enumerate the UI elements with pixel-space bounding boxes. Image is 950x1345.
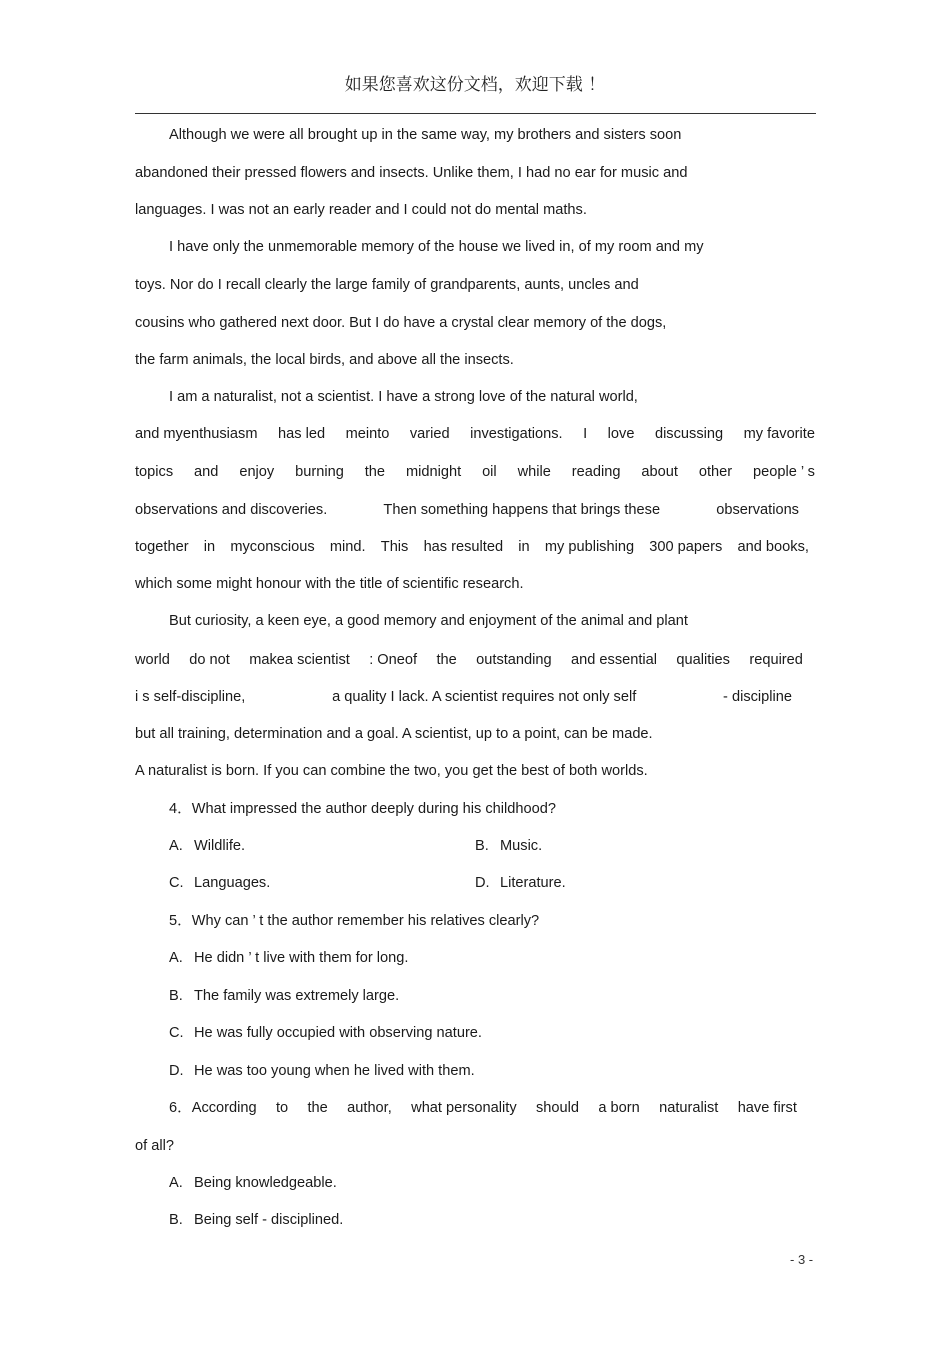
word: investigations. bbox=[470, 426, 563, 442]
option-text: Being self - disciplined. bbox=[194, 1212, 344, 1228]
word: to bbox=[275, 1100, 289, 1116]
word: burning bbox=[295, 464, 344, 480]
word: world bbox=[135, 652, 170, 668]
word: required bbox=[749, 652, 803, 668]
word: varied bbox=[409, 426, 450, 442]
word: other bbox=[698, 464, 733, 480]
word: naturalist bbox=[659, 1100, 719, 1116]
passage-line: the farm animals, the local birds, and above all the insects. bbox=[135, 352, 514, 368]
word: i s self-discipline, bbox=[135, 689, 246, 705]
word: a born bbox=[598, 1100, 640, 1116]
passage-line: abandoned their pressed flowers and insects. Unlike them, I had no ear for music and bbox=[135, 165, 688, 181]
word: author, bbox=[347, 1100, 392, 1116]
option-text: Wildlife. bbox=[194, 838, 246, 854]
option-letter: A. bbox=[169, 1175, 183, 1191]
word: observations and discoveries. bbox=[135, 502, 328, 518]
option-text: Being knowledgeable. bbox=[194, 1175, 337, 1191]
passage-line: But curiosity, a keen eye, a good memory and enjoyment of the animal and plant bbox=[169, 613, 688, 629]
word: myconscious bbox=[230, 539, 315, 555]
word: mind. bbox=[329, 539, 366, 555]
word: the bbox=[307, 1100, 328, 1116]
option-text: The family was extremely large. bbox=[194, 988, 400, 1004]
page-header: 如果您喜欢这份文档，欢迎下载 ！ bbox=[344, 75, 606, 95]
passage-line-justified bbox=[135, 687, 792, 707]
passage-line-justified bbox=[135, 462, 815, 482]
option-letter: A. bbox=[169, 838, 183, 854]
question-4-option-a bbox=[169, 836, 245, 856]
word: enjoy bbox=[239, 464, 275, 480]
word: and books, bbox=[737, 539, 809, 555]
question-6-option-b bbox=[169, 1210, 343, 1230]
passage-line: A naturalist is born. If you can combine the two, you get the best of both worlds. bbox=[135, 763, 648, 779]
word: have first bbox=[737, 1100, 797, 1116]
word: oil bbox=[482, 464, 497, 480]
word: love bbox=[607, 426, 635, 442]
option-letter: D. bbox=[169, 1063, 184, 1079]
word: the bbox=[364, 464, 386, 480]
word: the bbox=[436, 652, 457, 668]
question-4-option-c bbox=[169, 873, 270, 893]
word: has led bbox=[278, 426, 326, 442]
word: : Oneof bbox=[369, 652, 418, 668]
word: I bbox=[583, 426, 588, 442]
passage-line: but all training, determination and a goal. A scientist, up to a point, can be made. bbox=[135, 726, 653, 742]
word: and essential bbox=[571, 652, 658, 668]
word: Then something happens that brings these bbox=[383, 502, 661, 518]
passage-line: I am a naturalist, not a scientist. I have a strong love of the natural world, bbox=[169, 389, 638, 405]
option-text: Literature. bbox=[500, 875, 566, 891]
word: makea scientist bbox=[249, 652, 350, 668]
option-letter: A. bbox=[169, 950, 183, 966]
passage-line-justified bbox=[135, 650, 803, 670]
question-5-option-d bbox=[169, 1061, 475, 1081]
question-4-option-d bbox=[475, 873, 566, 893]
word: reading bbox=[571, 464, 621, 480]
word: and bbox=[194, 464, 219, 480]
question-4-stem: 4．What impressed the author deeply during his childhood? bbox=[169, 801, 556, 817]
option-letter: D. bbox=[475, 875, 490, 891]
option-letter: B. bbox=[169, 988, 183, 1004]
option-letter: C. bbox=[169, 875, 184, 891]
question-4-option-b bbox=[475, 836, 542, 856]
question-5-option-c bbox=[169, 1023, 482, 1043]
header-divider bbox=[135, 113, 816, 114]
passage-line-justified bbox=[135, 537, 809, 557]
question-5-option-b bbox=[169, 986, 399, 1006]
option-text: He was fully occupied with observing nature. bbox=[194, 1025, 482, 1041]
page-number: - 3 - bbox=[790, 1252, 814, 1267]
passage-line: I have only the unmemorable memory of the house we lived in, of my room and my bbox=[169, 239, 704, 255]
word: do not bbox=[189, 652, 230, 668]
word: a quality I lack. A scientist requires not only self bbox=[332, 689, 637, 705]
passage-line: Although we were all brought up in the same way, my brothers and sisters soon bbox=[169, 127, 682, 143]
option-text: He didn ’ t live with them for long. bbox=[194, 950, 409, 966]
word: about bbox=[641, 464, 678, 480]
question-6-stem bbox=[169, 1098, 797, 1118]
question-5-stem: 5．Why can ’ t the author remember his relatives clearly? bbox=[169, 913, 540, 929]
passage-line: cousins who gathered next door. But I do have a crystal clear memory of the dogs, bbox=[135, 315, 667, 331]
passage-line: toys. Nor do I recall clearly the large family of grandparents, aunts, uncles and bbox=[135, 277, 639, 293]
question-5-option-a bbox=[169, 948, 408, 968]
word: qualities bbox=[676, 652, 730, 668]
word: 6．According bbox=[169, 1100, 257, 1116]
word: my favorite bbox=[743, 426, 815, 442]
word: in bbox=[203, 539, 216, 555]
word: while bbox=[517, 464, 551, 480]
word: my publishing bbox=[544, 539, 635, 555]
passage-line-justified bbox=[135, 500, 799, 520]
word: outstanding bbox=[476, 652, 552, 668]
passage-line-justified bbox=[135, 424, 815, 444]
question-6-stem-continued: of all? bbox=[135, 1138, 174, 1154]
word: together bbox=[135, 539, 189, 555]
word: 300 papers bbox=[649, 539, 723, 555]
word: observations bbox=[716, 502, 799, 518]
option-letter: C. bbox=[169, 1025, 184, 1041]
word: - discipline bbox=[723, 689, 792, 705]
word: discussing bbox=[654, 426, 724, 442]
word: people ’ s bbox=[753, 464, 815, 480]
passage-line: languages. I was not an early reader and I could not do mental maths. bbox=[135, 202, 587, 218]
word: in bbox=[518, 539, 530, 555]
word: This bbox=[380, 539, 409, 555]
word: midnight bbox=[405, 464, 462, 480]
option-text: He was too young when he lived with them. bbox=[194, 1063, 475, 1079]
word: topics bbox=[135, 464, 174, 480]
word: and myenthusiasm bbox=[135, 426, 258, 442]
passage-line: which some might honour with the title of scientific research. bbox=[135, 576, 524, 592]
option-letter: B. bbox=[475, 838, 489, 854]
word: should bbox=[535, 1100, 579, 1116]
question-6-option-a bbox=[169, 1173, 337, 1193]
word: what personality bbox=[411, 1100, 517, 1116]
word: has resulted bbox=[423, 539, 504, 555]
option-text: Music. bbox=[500, 838, 543, 854]
word: meinto bbox=[345, 426, 390, 442]
option-letter: B. bbox=[169, 1212, 183, 1228]
option-text: Languages. bbox=[194, 875, 271, 891]
